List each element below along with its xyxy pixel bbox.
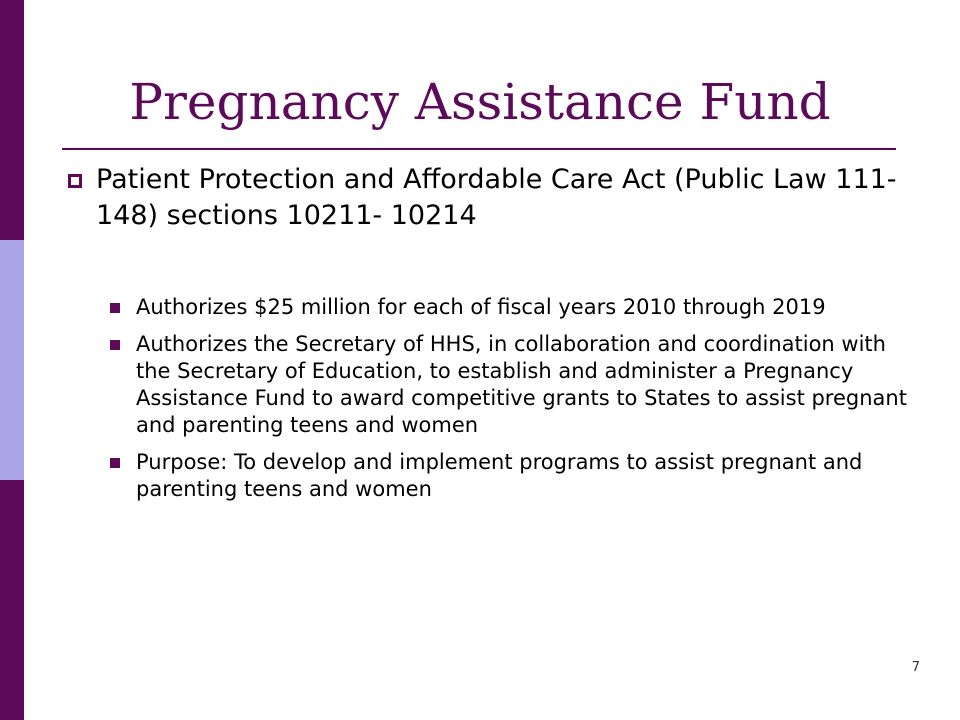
sub-point-text: Authorizes the Secretary of HHS, in collaboration and coordination with the Secretary of Education, to establish and administer a Pregnancy Assistance Fund to award competitive grants to States to assist pregnant and parenting teens and women: [136, 332, 907, 437]
list-item: [108, 331, 918, 439]
page-number: 7: [911, 660, 920, 675]
list-item: [108, 294, 918, 321]
sub-point-text: Authorizes $25 million for each of fiscal years 2010 through 2019: [136, 295, 826, 319]
sub-point-list: [108, 294, 918, 513]
left-accent-bar-bottom: [0, 480, 24, 720]
left-accent-bar-middle: [0, 240, 24, 480]
square-bullet-icon: [110, 340, 120, 350]
hollow-square-bullet-icon: [68, 174, 82, 188]
main-point: Patient Protection and Affordable Care Act (Public Law 111-148) sections 10211- 10214: [96, 164, 897, 231]
square-bullet-icon: [110, 303, 120, 313]
sub-point-text: Purpose: To develop and implement programs to assist pregnant and parenting teens and women: [136, 450, 863, 501]
square-bullet-icon: [110, 458, 120, 468]
list-item: [108, 449, 918, 503]
title-underline: [62, 148, 896, 150]
slide-title: Pregnancy Assistance Fund: [129, 73, 831, 131]
